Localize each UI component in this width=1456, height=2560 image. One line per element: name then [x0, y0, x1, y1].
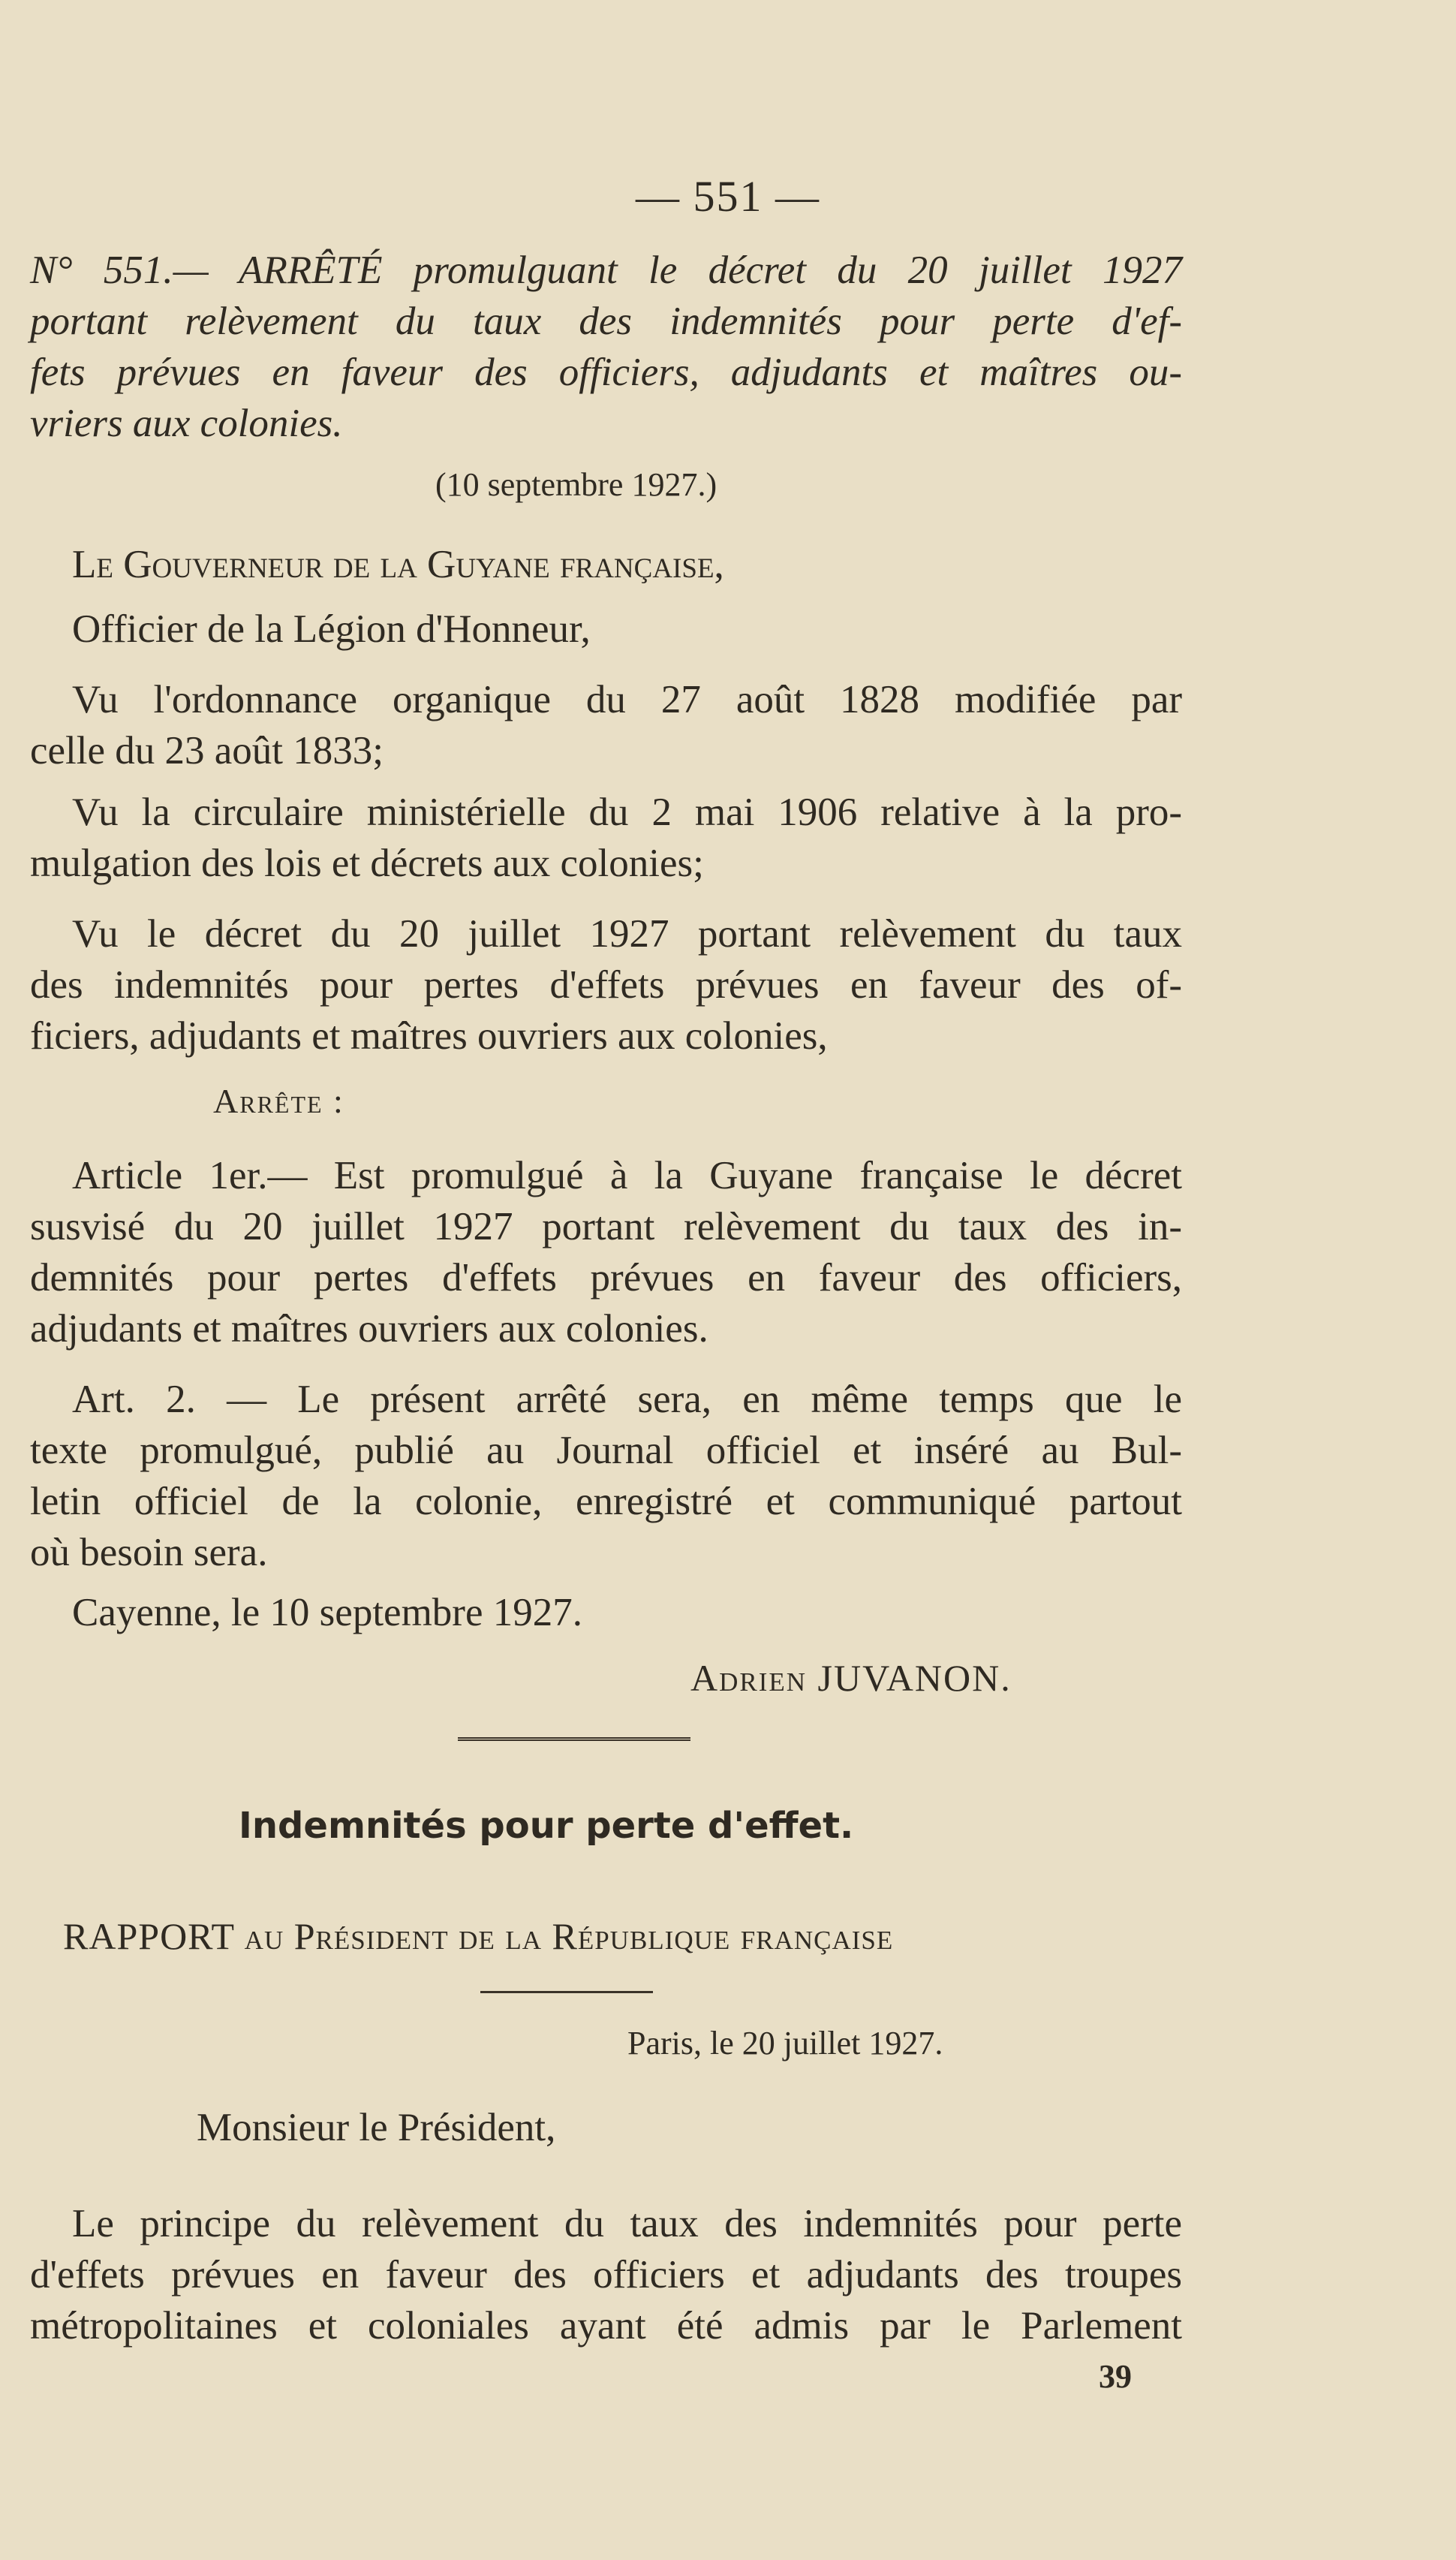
vu-paragraph-2	[30, 787, 1182, 889]
decree-heading-line: vriers aux colonies.	[30, 402, 343, 445]
paragraph-line: Vu la circulaire ministérielle du 2 mai 1906 relative à la pro-	[72, 791, 1182, 834]
paragraph-line: d'effets prévues en faveur des officiers et adjudants des troupes	[30, 2253, 1182, 2296]
paragraph-line: adjudants et maîtres ouvriers aux colonies.	[30, 1307, 708, 1351]
paragraph-line: demnités pour pertes d'effets prévues en faveur des officiers,	[30, 1256, 1182, 1300]
page-number: — 551 —	[636, 172, 820, 221]
decree-heading-line: portant relèvement du taux des indemnités pour perte d'ef-	[30, 300, 1182, 343]
paragraph-line: Vu l'ordonnance organique du 27 août 1828 modifiée par	[72, 678, 1182, 721]
paragraph-line: celle du 23 août 1833;	[30, 729, 384, 773]
rapport-body	[30, 2198, 1182, 2351]
paragraph-line: des indemnités pour pertes d'effets prévues en faveur des of-	[30, 963, 1182, 1007]
section-divider	[458, 1737, 690, 1743]
governor-line: Le Gouverneur de la Guyane française,	[72, 543, 724, 586]
folio-number: 39	[1099, 2358, 1132, 2395]
paragraph-line: Le principe du relèvement du taux des indemnités pour perte	[72, 2202, 1182, 2245]
decree-heading	[30, 245, 1182, 449]
signature-place-date: Cayenne, le 10 septembre 1927.	[72, 1591, 582, 1634]
article-1	[30, 1150, 1182, 1354]
decree-heading-line: fets prévues en faveur des officiers, adjudants et maîtres ou-	[30, 351, 1182, 394]
preamble	[30, 539, 1182, 655]
paragraph-line: Article 1er.— Est promulgué à la Guyane française le décret	[72, 1154, 1182, 1197]
arrete-label: Arrête :	[213, 1082, 344, 1120]
section-title: Indemnités pour perte d'effet.	[239, 1805, 854, 1847]
paragraph-line: ficiers, adjudants et maîtres ouvriers aux colonies,	[30, 1014, 828, 1058]
salutation: Monsieur le Président,	[197, 2106, 556, 2149]
vu-paragraph-1	[30, 674, 1182, 776]
decree-heading-line: N° 551.— ARRÊTÉ promulguant le décret du 20 juillet 1927	[30, 248, 1182, 292]
rapport-heading: RAPPORT au Président de la République française	[63, 1915, 894, 1957]
paragraph-line: métropolitaines et coloniales ayant été admis par le Parlement	[30, 2304, 1182, 2348]
paragraph-line: mulgation des lois et décrets aux colonies;	[30, 842, 704, 885]
officer-line: Officier de la Légion d'Honneur,	[72, 607, 591, 651]
paragraph-line: susvisé du 20 juillet 1927 portant relèvement du taux des in-	[30, 1205, 1182, 1248]
paragraph-line: Art. 2. — Le présent arrêté sera, en même temps que le	[72, 1378, 1182, 1421]
paragraph-line: Vu le décret du 20 juillet 1927 portant relèvement du taux	[72, 912, 1182, 956]
paragraph-line: letin officiel de la colonie, enregistré et communiqué partout	[30, 1480, 1182, 1523]
signature-name: Adrien JUVANON.	[690, 1657, 1012, 1699]
rapport-divider	[480, 1991, 653, 1993]
rapport-place-date: Paris, le 20 juillet 1927.	[627, 2025, 943, 2062]
paragraph-line: où besoin sera.	[30, 1531, 268, 1574]
paragraph-line: texte promulgué, publié au Journal officiel et inséré au Bul-	[30, 1429, 1182, 1472]
decree-date: (10 septembre 1927.)	[435, 466, 717, 503]
vu-paragraph-3	[30, 908, 1182, 1062]
article-2	[30, 1374, 1182, 1578]
